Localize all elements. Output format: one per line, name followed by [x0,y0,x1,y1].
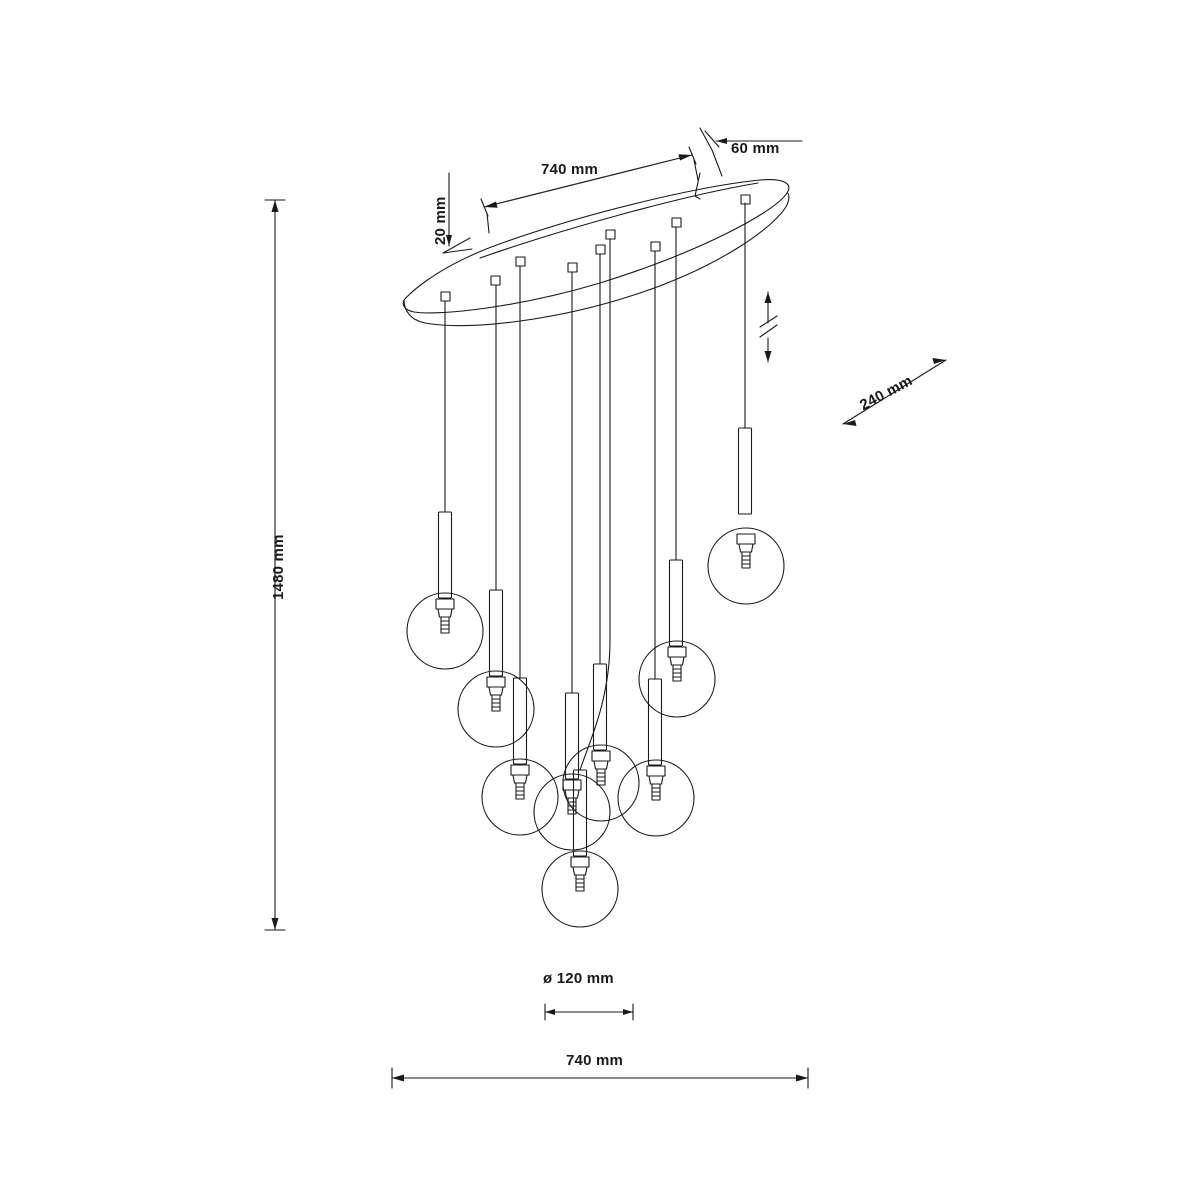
pendant-8 [639,227,715,717]
dimension-globe-diameter [545,1004,633,1020]
pendant-5 [563,254,639,821]
dimension-cable-adjust-240 [760,292,946,426]
pendant-6 [542,239,618,927]
pendant-9 [708,203,784,604]
pendant-3 [482,266,558,835]
dimension-label-canopy-length: 740 mm [541,161,599,178]
dimension-label-canopy-thickness: 20 mm [432,196,449,245]
pendant-4 [534,272,610,850]
dimension-label-overall-width: 740 mm [566,1052,624,1069]
dimension-label-height: 1480 mm [270,534,287,600]
pendant-1 [407,301,483,669]
pendant-7 [618,251,694,836]
dimension-width-740-bottom [392,1068,808,1088]
dimension-canopy-740 [481,147,698,233]
dimension-label-cable-adjust: 240 mm [857,372,916,415]
dimension-label-globe-diameter: ø 120 mm [543,970,614,987]
dimension-label-canopy-depth: 60 mm [731,140,780,157]
